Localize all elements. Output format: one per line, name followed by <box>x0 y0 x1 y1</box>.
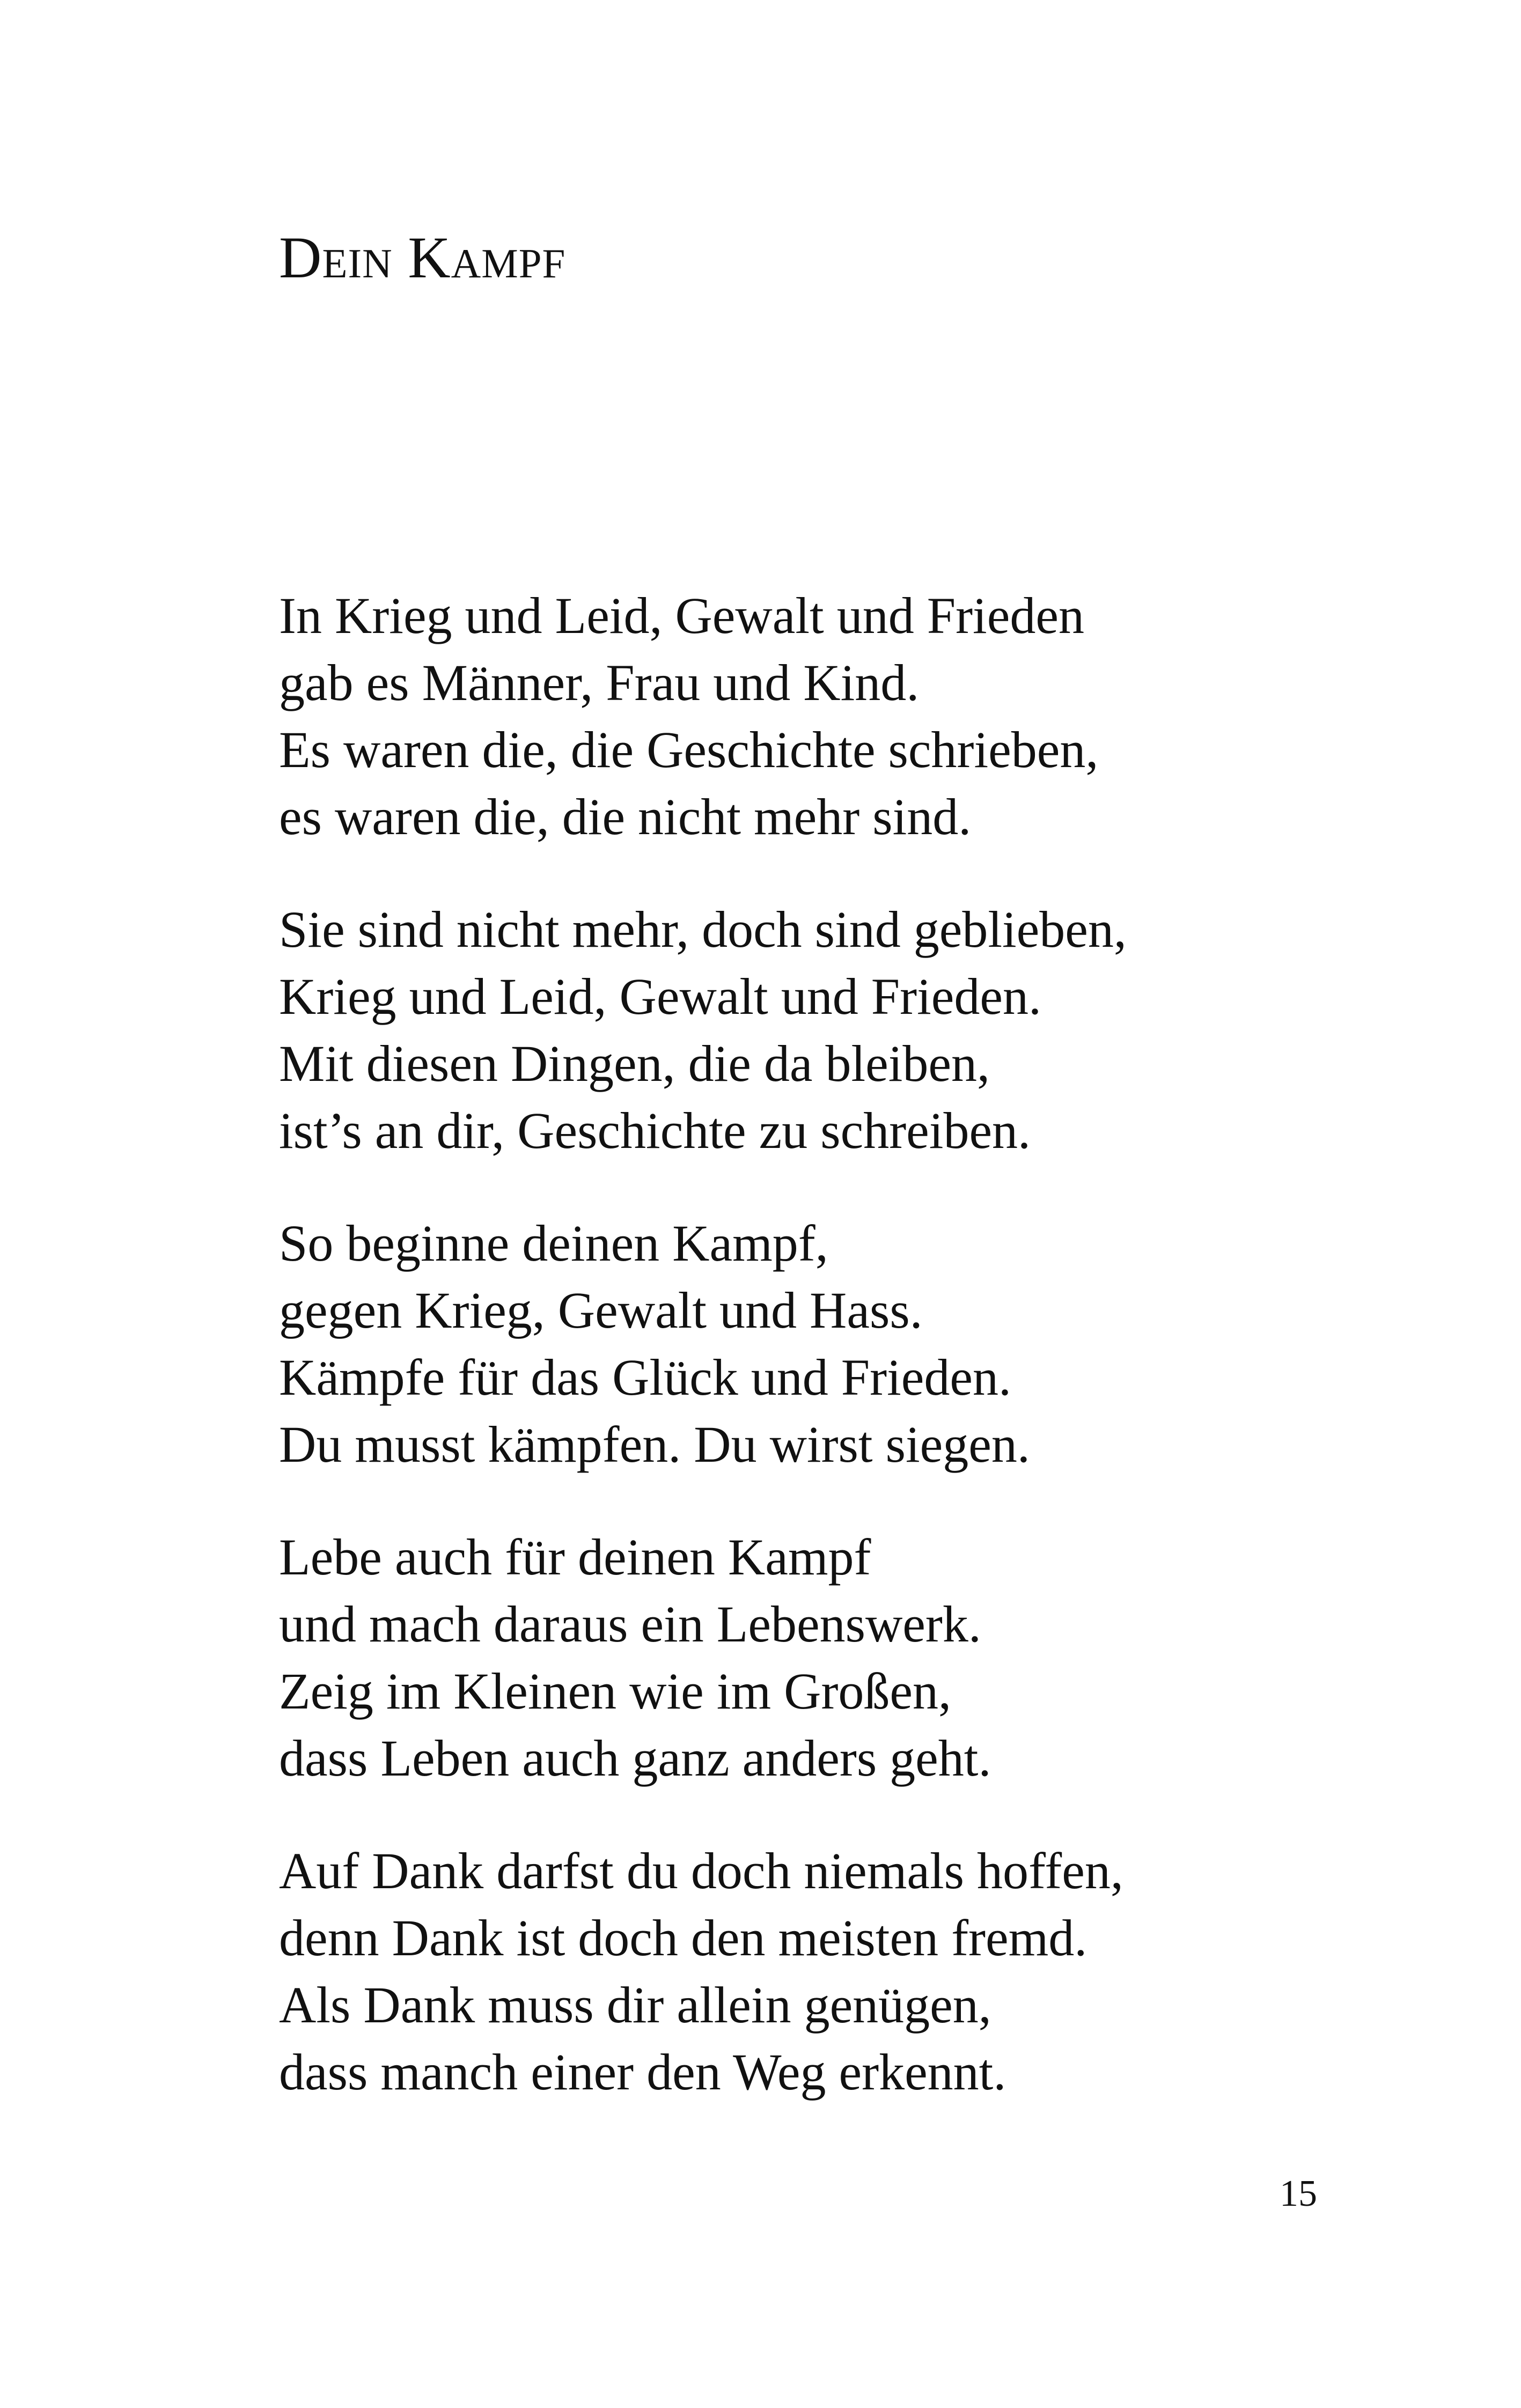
verse-line: Sie sind nicht mehr, doch sind geblieben, <box>279 901 1127 958</box>
verse-line: Krieg und Leid, Gewalt und Frieden. <box>279 968 1041 1025</box>
verse-line: In Krieg und Leid, Gewalt und Frieden <box>279 587 1084 644</box>
stanza-5 <box>279 1837 1406 2105</box>
verse-line: dass Leben auch ganz anders geht. <box>279 1729 991 1787</box>
stanza-4 <box>279 1523 1406 1792</box>
poem-title: Dein Kampf <box>279 225 566 290</box>
verse-line: Lebe auch für deinen Kampf <box>279 1528 871 1586</box>
verse-line: Kämpfe für das Glück und Frieden. <box>279 1349 1011 1406</box>
stanza-1 <box>279 582 1406 850</box>
verse-line: es waren die, die nicht mehr sind. <box>279 788 972 845</box>
verse-line: Als Dank muss dir allein genügen, <box>279 1976 991 2034</box>
stanza-3 <box>279 1210 1406 1478</box>
verse-line: denn Dank ist doch den meisten fremd. <box>279 1909 1088 1967</box>
verse-line: Mit diesen Dingen, die da bleiben, <box>279 1035 990 1092</box>
verse-line: und mach daraus ein Lebenswerk. <box>279 1595 981 1653</box>
verse-line: Zeig im Kleinen wie im Großen, <box>279 1662 952 1720</box>
page-number: 15 <box>1280 2173 1317 2214</box>
stanza-2 <box>279 896 1406 1164</box>
verse-line: dass manch einer den Weg erkennt. <box>279 2043 1006 2101</box>
verse-line: Auf Dank darfst du doch niemals hoffen, <box>279 1842 1123 1899</box>
verse-line: gegen Krieg, Gewalt und Hass. <box>279 1282 923 1339</box>
verse-line: gab es Männer, Frau und Kind. <box>279 654 920 711</box>
verse-line: ist’s an dir, Geschichte zu schreiben. <box>279 1102 1031 1159</box>
verse-line: Es waren die, die Geschichte schrieben, <box>279 721 1099 778</box>
verse-line: Du musst kämpfen. Du wirst siegen. <box>279 1416 1030 1473</box>
verse-line: So beginne deinen Kampf, <box>279 1214 828 1272</box>
